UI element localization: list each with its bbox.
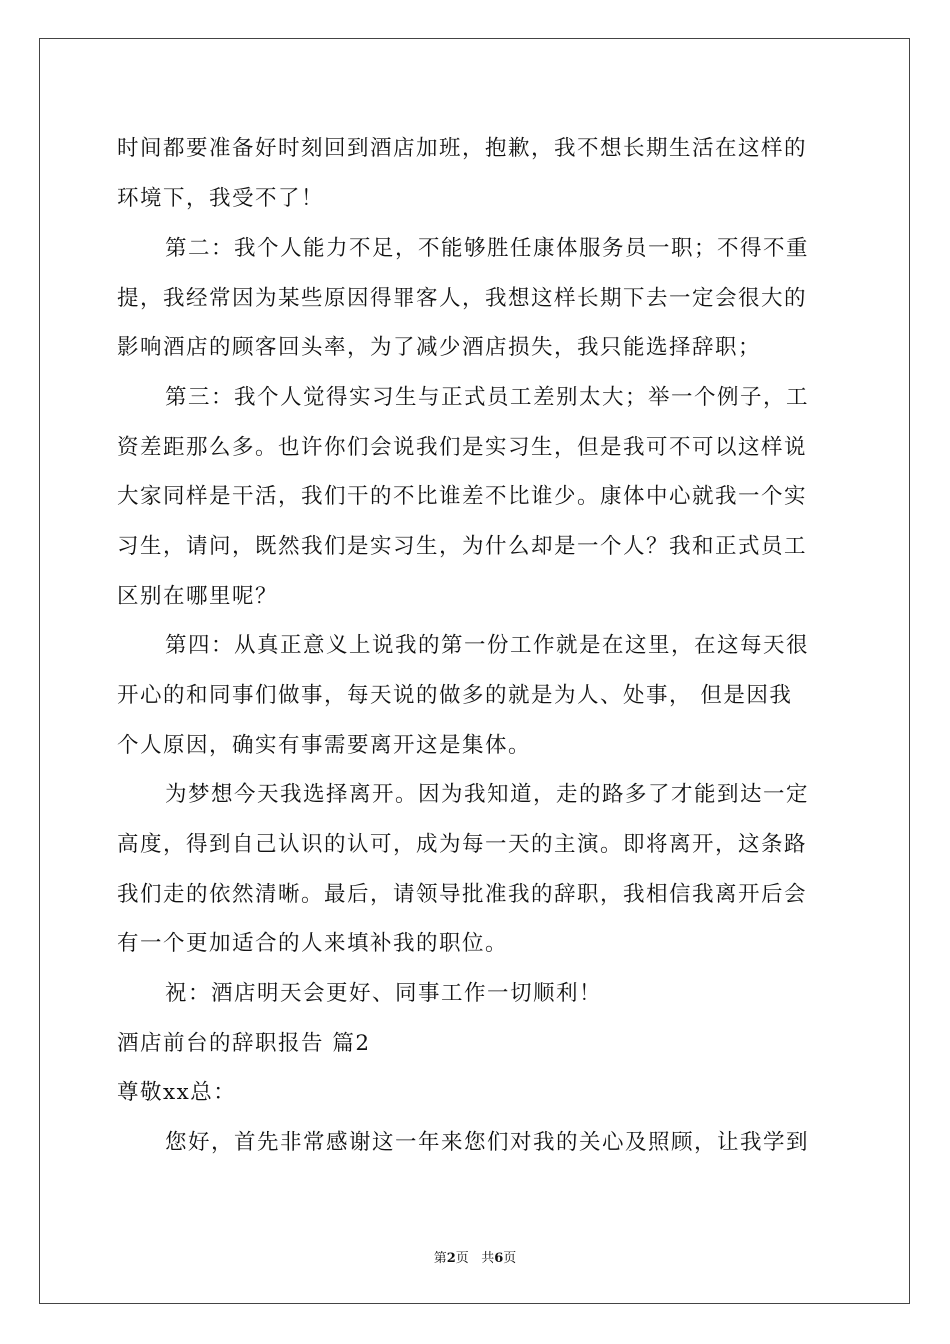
text-line: 第三：我个人觉得实习生与正式员工差别太大；举一个例子，工 (165, 385, 810, 410)
total-prefix: 共 (481, 1251, 495, 1266)
text-line: 影响酒店的顾客回头率，为了减少酒店损失，我只能选择辞职； (117, 335, 762, 360)
text-line: 资差距那么多。也许你们会说我们是实习生，但是我可不可以这样说 (117, 435, 808, 460)
text-line: 第四：从真正意义上说我的第一份工作就是在这里，在这每天很 (165, 633, 810, 658)
text-line: 您好，首先非常感谢这一年来您们对我的关心及照顾，让我学到 (165, 1130, 810, 1155)
text-line: 为梦想今天我选择离开。因为我知道，走的路多了才能到达一定 (165, 782, 810, 807)
page-suffix: 页 (455, 1251, 469, 1266)
text-line: 区别在哪里呢？ (117, 584, 279, 609)
text-line: 个人原因，确实有事需要离开这是集体。 (117, 733, 532, 758)
text-line: 时间都要准备好时刻回到酒店加班，抱歉，我不想长期生活在这样的 (117, 136, 808, 161)
text-line: 环境下，我受不了！ (117, 186, 325, 211)
page-footer (0, 1250, 950, 1268)
text-line: 高度，得到自己认识的认可，成为每一天的主演。即将离开，这条路 (117, 832, 808, 857)
text-line: 提，我经常因为某些原因得罪客人，我想这样长期下去一定会很大的 (117, 286, 808, 311)
page-prefix: 第 (433, 1251, 447, 1266)
page-number: 2 (446, 1251, 456, 1266)
section-heading: 酒店前台的辞职报告 篇2 (117, 1031, 371, 1056)
text-line: 我们走的依然清晰。最后，请领导批准我的辞职，我相信我离开后会 (117, 882, 808, 907)
text-line: 祝：酒店明天会更好、同事工作一切顺利！ (165, 981, 603, 1006)
text-line: 大家同样是干活，我们干的不比谁差不比谁少。康体中心就我一个实 (117, 484, 808, 509)
text-line: 开心的和同事们做事，每天说的做多的就是为人、处事， 但是因我 (117, 683, 793, 708)
salutation: 尊敬xx总： (117, 1080, 237, 1105)
text-line: 习生，请问，既然我们是实习生，为什么却是一个人？我和正式员工 (117, 534, 808, 559)
total-suffix: 页 (503, 1251, 517, 1266)
text-line: 第二：我个人能力不足，不能够胜任康体服务员一职；不得不重 (165, 236, 810, 261)
page-border (39, 38, 910, 1304)
text-line: 有一个更加适合的人来填补我的职位。 (117, 931, 509, 956)
total-pages: 6 (494, 1251, 504, 1266)
